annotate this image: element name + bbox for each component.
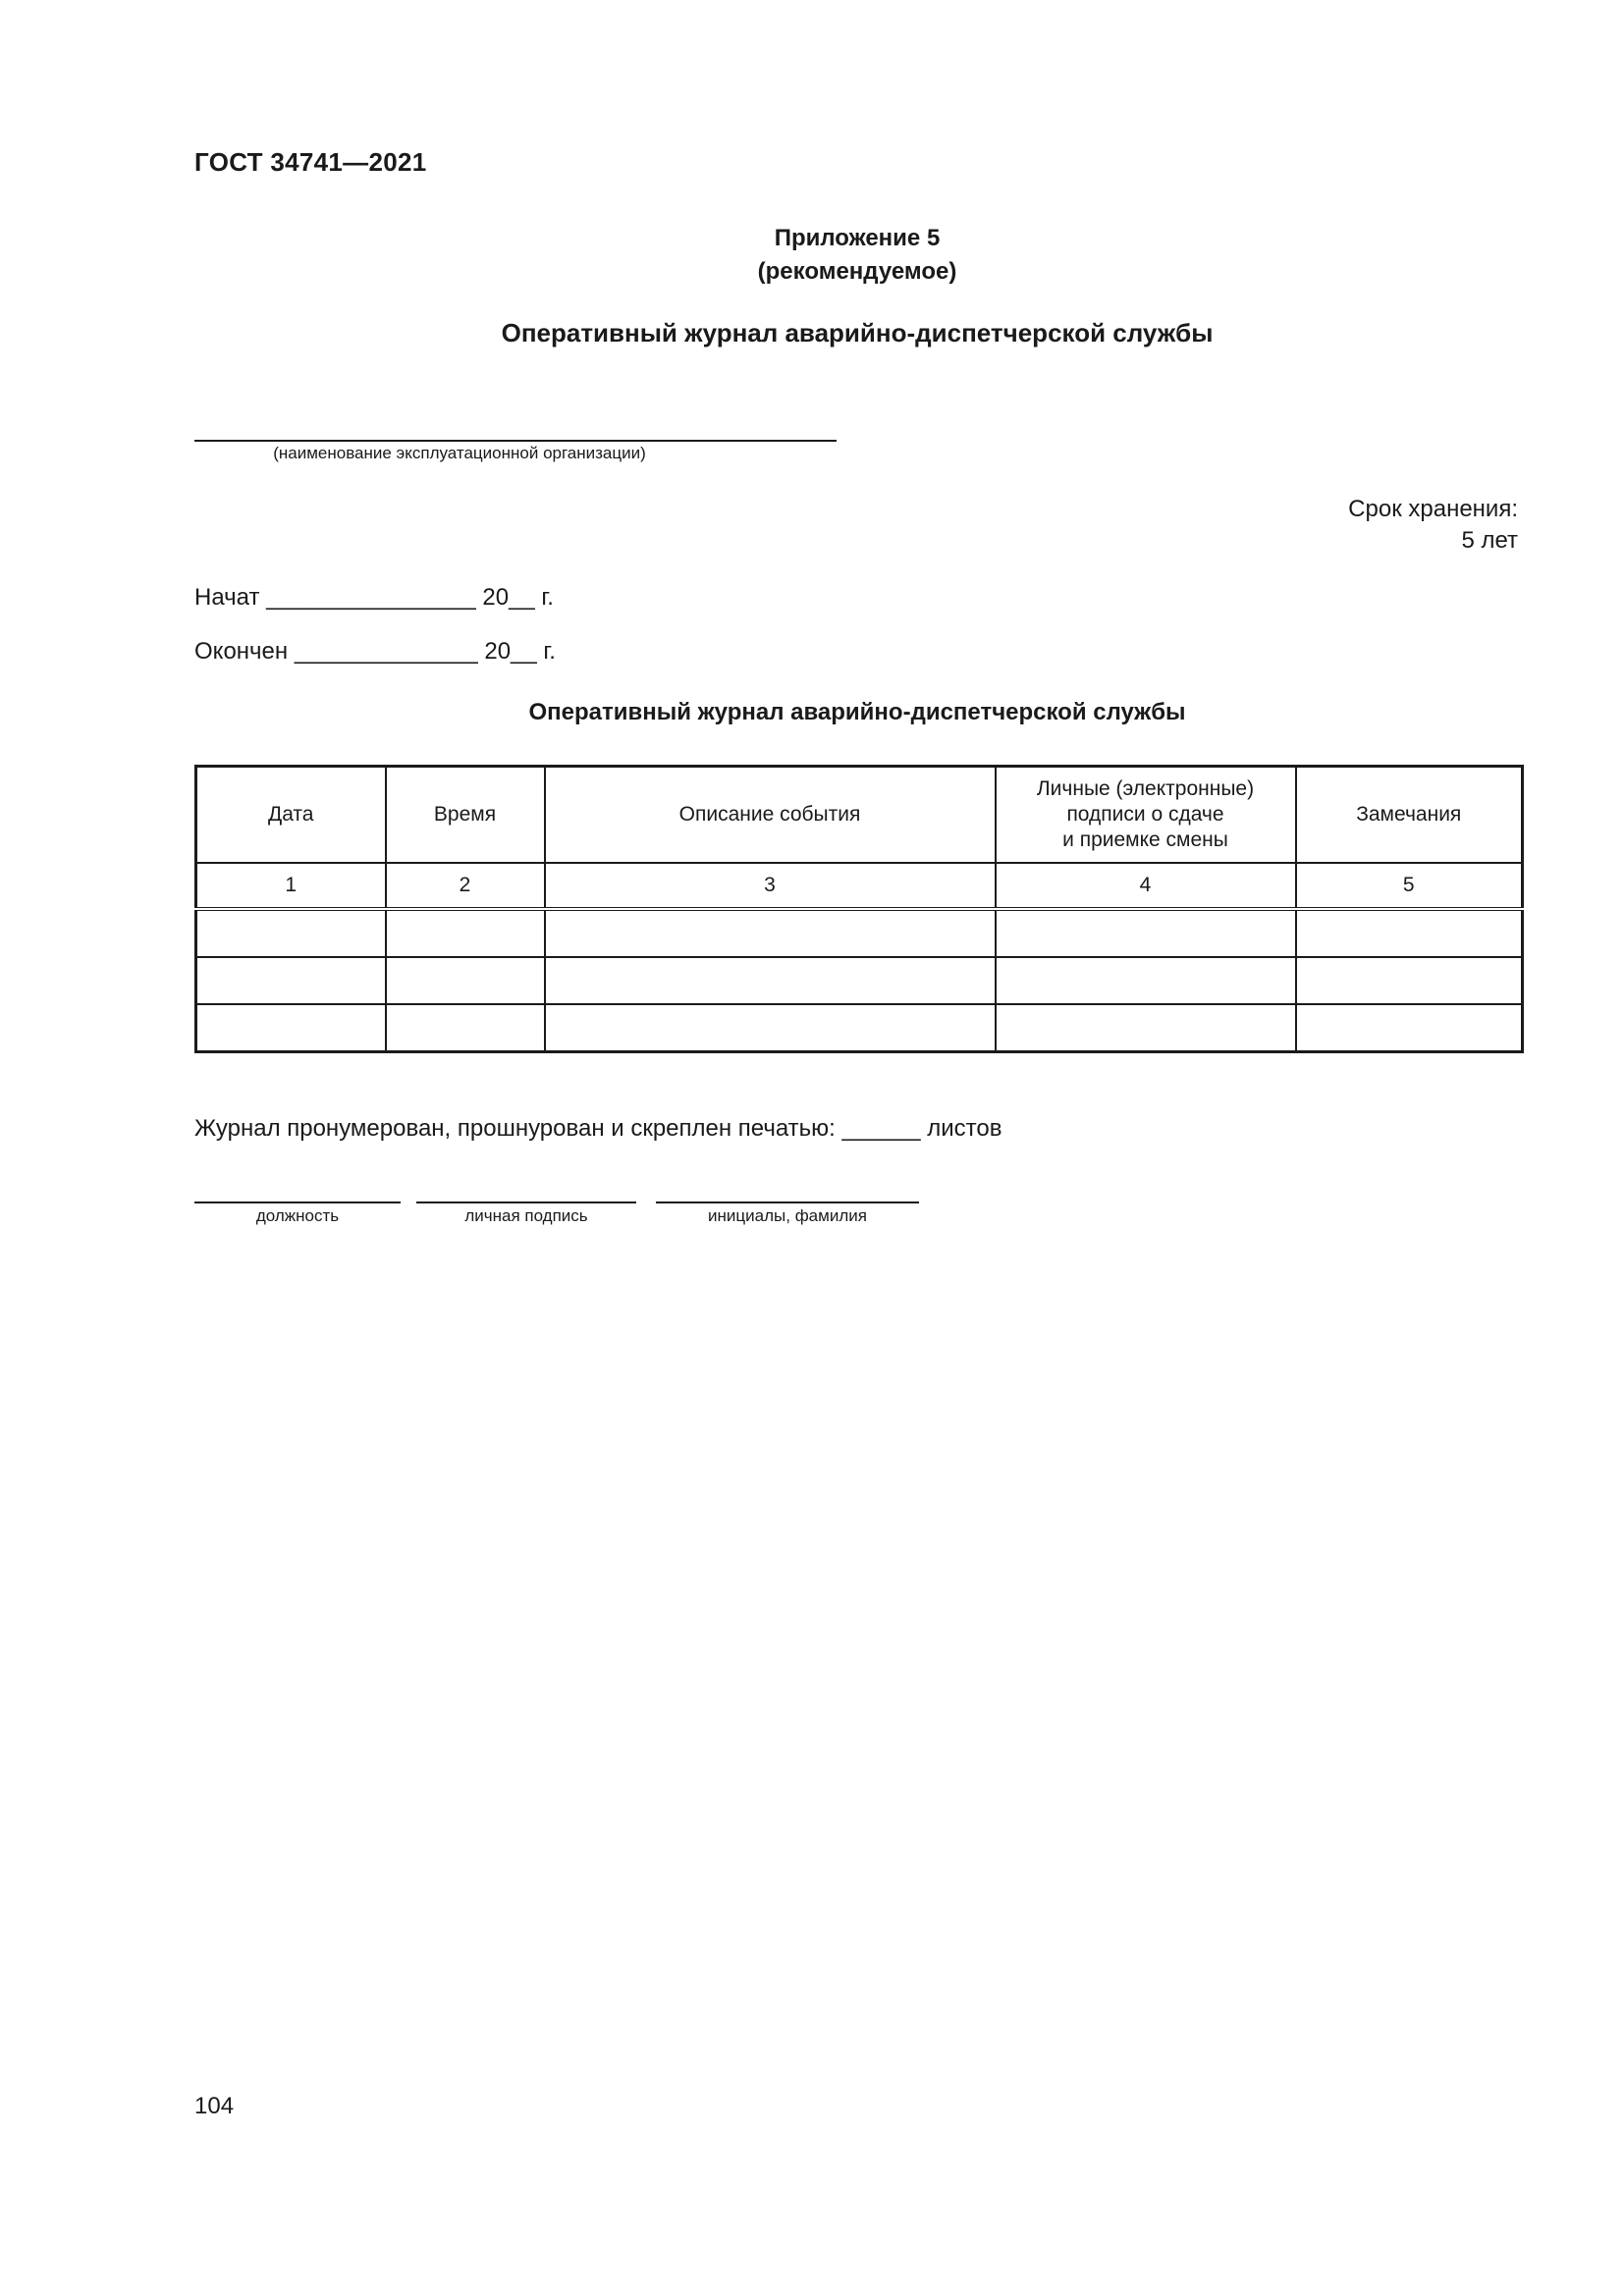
- bound-note: Журнал пронумерован, прошнурован и скреплен печатью: ______ листов: [194, 1115, 1002, 1142]
- table-cell: [545, 909, 996, 957]
- main-title: Оперативный журнал аварийно-диспетчерской службы: [501, 318, 1214, 347]
- column-number: 5: [1296, 863, 1523, 909]
- organization-caption: (наименование эксплуатационной организации): [273, 444, 646, 462]
- table-cell: [996, 1004, 1296, 1052]
- name-caption: инициалы, фамилия: [708, 1206, 867, 1225]
- table-cell: [196, 957, 386, 1004]
- table-cell: [386, 957, 545, 1004]
- table-cell: [196, 909, 386, 957]
- header-time: Время: [386, 767, 545, 864]
- organization-line: [194, 440, 837, 442]
- table-column-numbers-row: [196, 863, 1523, 909]
- column-number: 4: [996, 863, 1296, 909]
- signature-line: [416, 1201, 636, 1203]
- signature-caption: личная подпись: [464, 1206, 588, 1225]
- table-cell: [996, 909, 1296, 957]
- storage-period: [1178, 494, 1518, 557]
- table-header-row: [196, 767, 1523, 864]
- table-title: Оперативный журнал аварийно-диспетчерской службы: [528, 699, 1186, 725]
- table-row: [196, 1004, 1523, 1052]
- table-cell: [196, 1004, 386, 1052]
- table-cell: [1296, 909, 1523, 957]
- appendix-title: Приложение 5: [774, 225, 941, 251]
- document-code: ГОСТ 34741—2021: [194, 147, 427, 177]
- table-cell: [386, 1004, 545, 1052]
- column-number: 1: [196, 863, 386, 909]
- storage-value: 5 лет: [1461, 527, 1518, 554]
- table-cell: [545, 1004, 996, 1052]
- journal-table: [194, 765, 1524, 1053]
- column-number: 2: [386, 863, 545, 909]
- date-started: Начат ________________ 20__ г.: [194, 584, 554, 611]
- appendix-note: (рекомендуемое): [757, 258, 957, 285]
- table-cell: [1296, 1004, 1523, 1052]
- position-line: [194, 1201, 401, 1203]
- table-cell: [545, 957, 996, 1004]
- storage-label: Срок хранения:: [1348, 496, 1518, 522]
- table-cell: [1296, 957, 1523, 1004]
- name-line: [656, 1201, 919, 1203]
- page-number: 104: [194, 2093, 235, 2119]
- table-cell: [386, 909, 545, 957]
- table-row: [196, 909, 1523, 957]
- date-finished: Окончен ______________ 20__ г.: [194, 638, 556, 665]
- header-event-description: Описание события: [545, 767, 996, 864]
- header-date: Дата: [196, 767, 386, 864]
- header-shift-signatures: Личные (электронные) подписи о сдаче и приемке смены: [996, 767, 1296, 864]
- header-remarks: Замечания: [1296, 767, 1523, 864]
- table-cell: [996, 957, 1296, 1004]
- column-number: 3: [545, 863, 996, 909]
- table-row: [196, 957, 1523, 1004]
- position-caption: должность: [255, 1206, 340, 1225]
